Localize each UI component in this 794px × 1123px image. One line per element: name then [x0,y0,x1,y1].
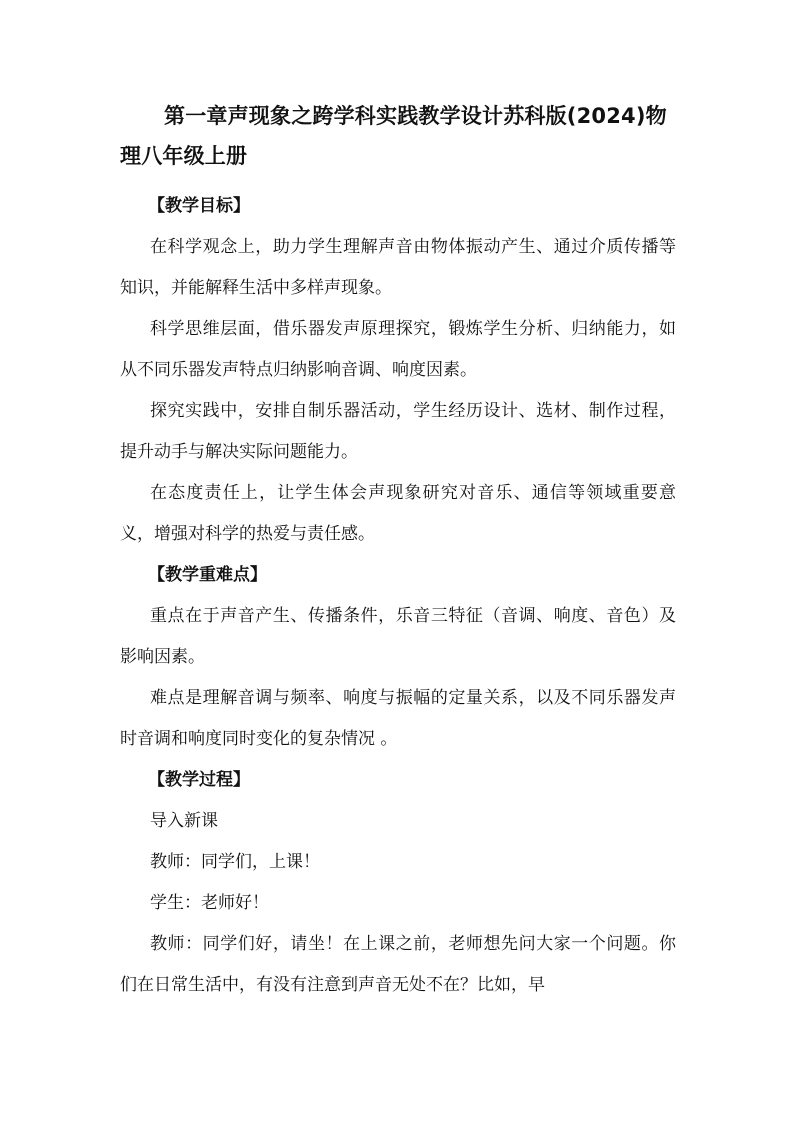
paragraph: 科学思维层面，借乐器发声原理探究，锻炼学生分析、归纳能力，如从不同乐器发声特点归纳影响音调、响度因素。 [120,319,676,380]
document-body [120,96,676,1006]
paragraph: 重点在于声音产生、传播条件，乐音三特征（音调、响度、音色）及影响因素。 [120,606,676,667]
section-heading-objectives: 【教学目标】 [148,196,250,216]
paragraph: 教师：同学们，上课！ [150,852,320,872]
paragraph: 学生：老师好！ [150,893,269,913]
document-title: 第一章声现象之跨学科实践教学设计苏科版(2024)物理八年级上册 [120,104,667,168]
paragraph: 导入新课 [150,811,218,831]
section-heading-process: 【教学过程】 [148,770,250,790]
paragraph: 在态度责任上，让学生体会声现象研究对音乐、通信等领域重要意义，增强对科学的热爱与责任感。 [120,483,676,544]
paragraph: 难点是理解音调与频率、响度与振幅的定量关系，以及不同乐器发声时音调和响度同时变化的复杂情况 。 [120,688,676,749]
section-heading-key-points: 【教学重难点】 [148,565,267,585]
paragraph: 教师：同学们好，请坐！在上课之前，老师想先问大家一个问题。你们在日常生活中，有没有注意到声音无处不在？比如，早 [120,934,676,995]
paragraph: 探究实践中，安排自制乐器活动，学生经历设计、选材、制作过程，提升动手与解决实际问题能力。 [120,401,676,462]
paragraph: 在科学观念上，助力学生理解声音由物体振动产生、通过介质传播等知识，并能解释生活中多样声现象。 [120,237,676,298]
